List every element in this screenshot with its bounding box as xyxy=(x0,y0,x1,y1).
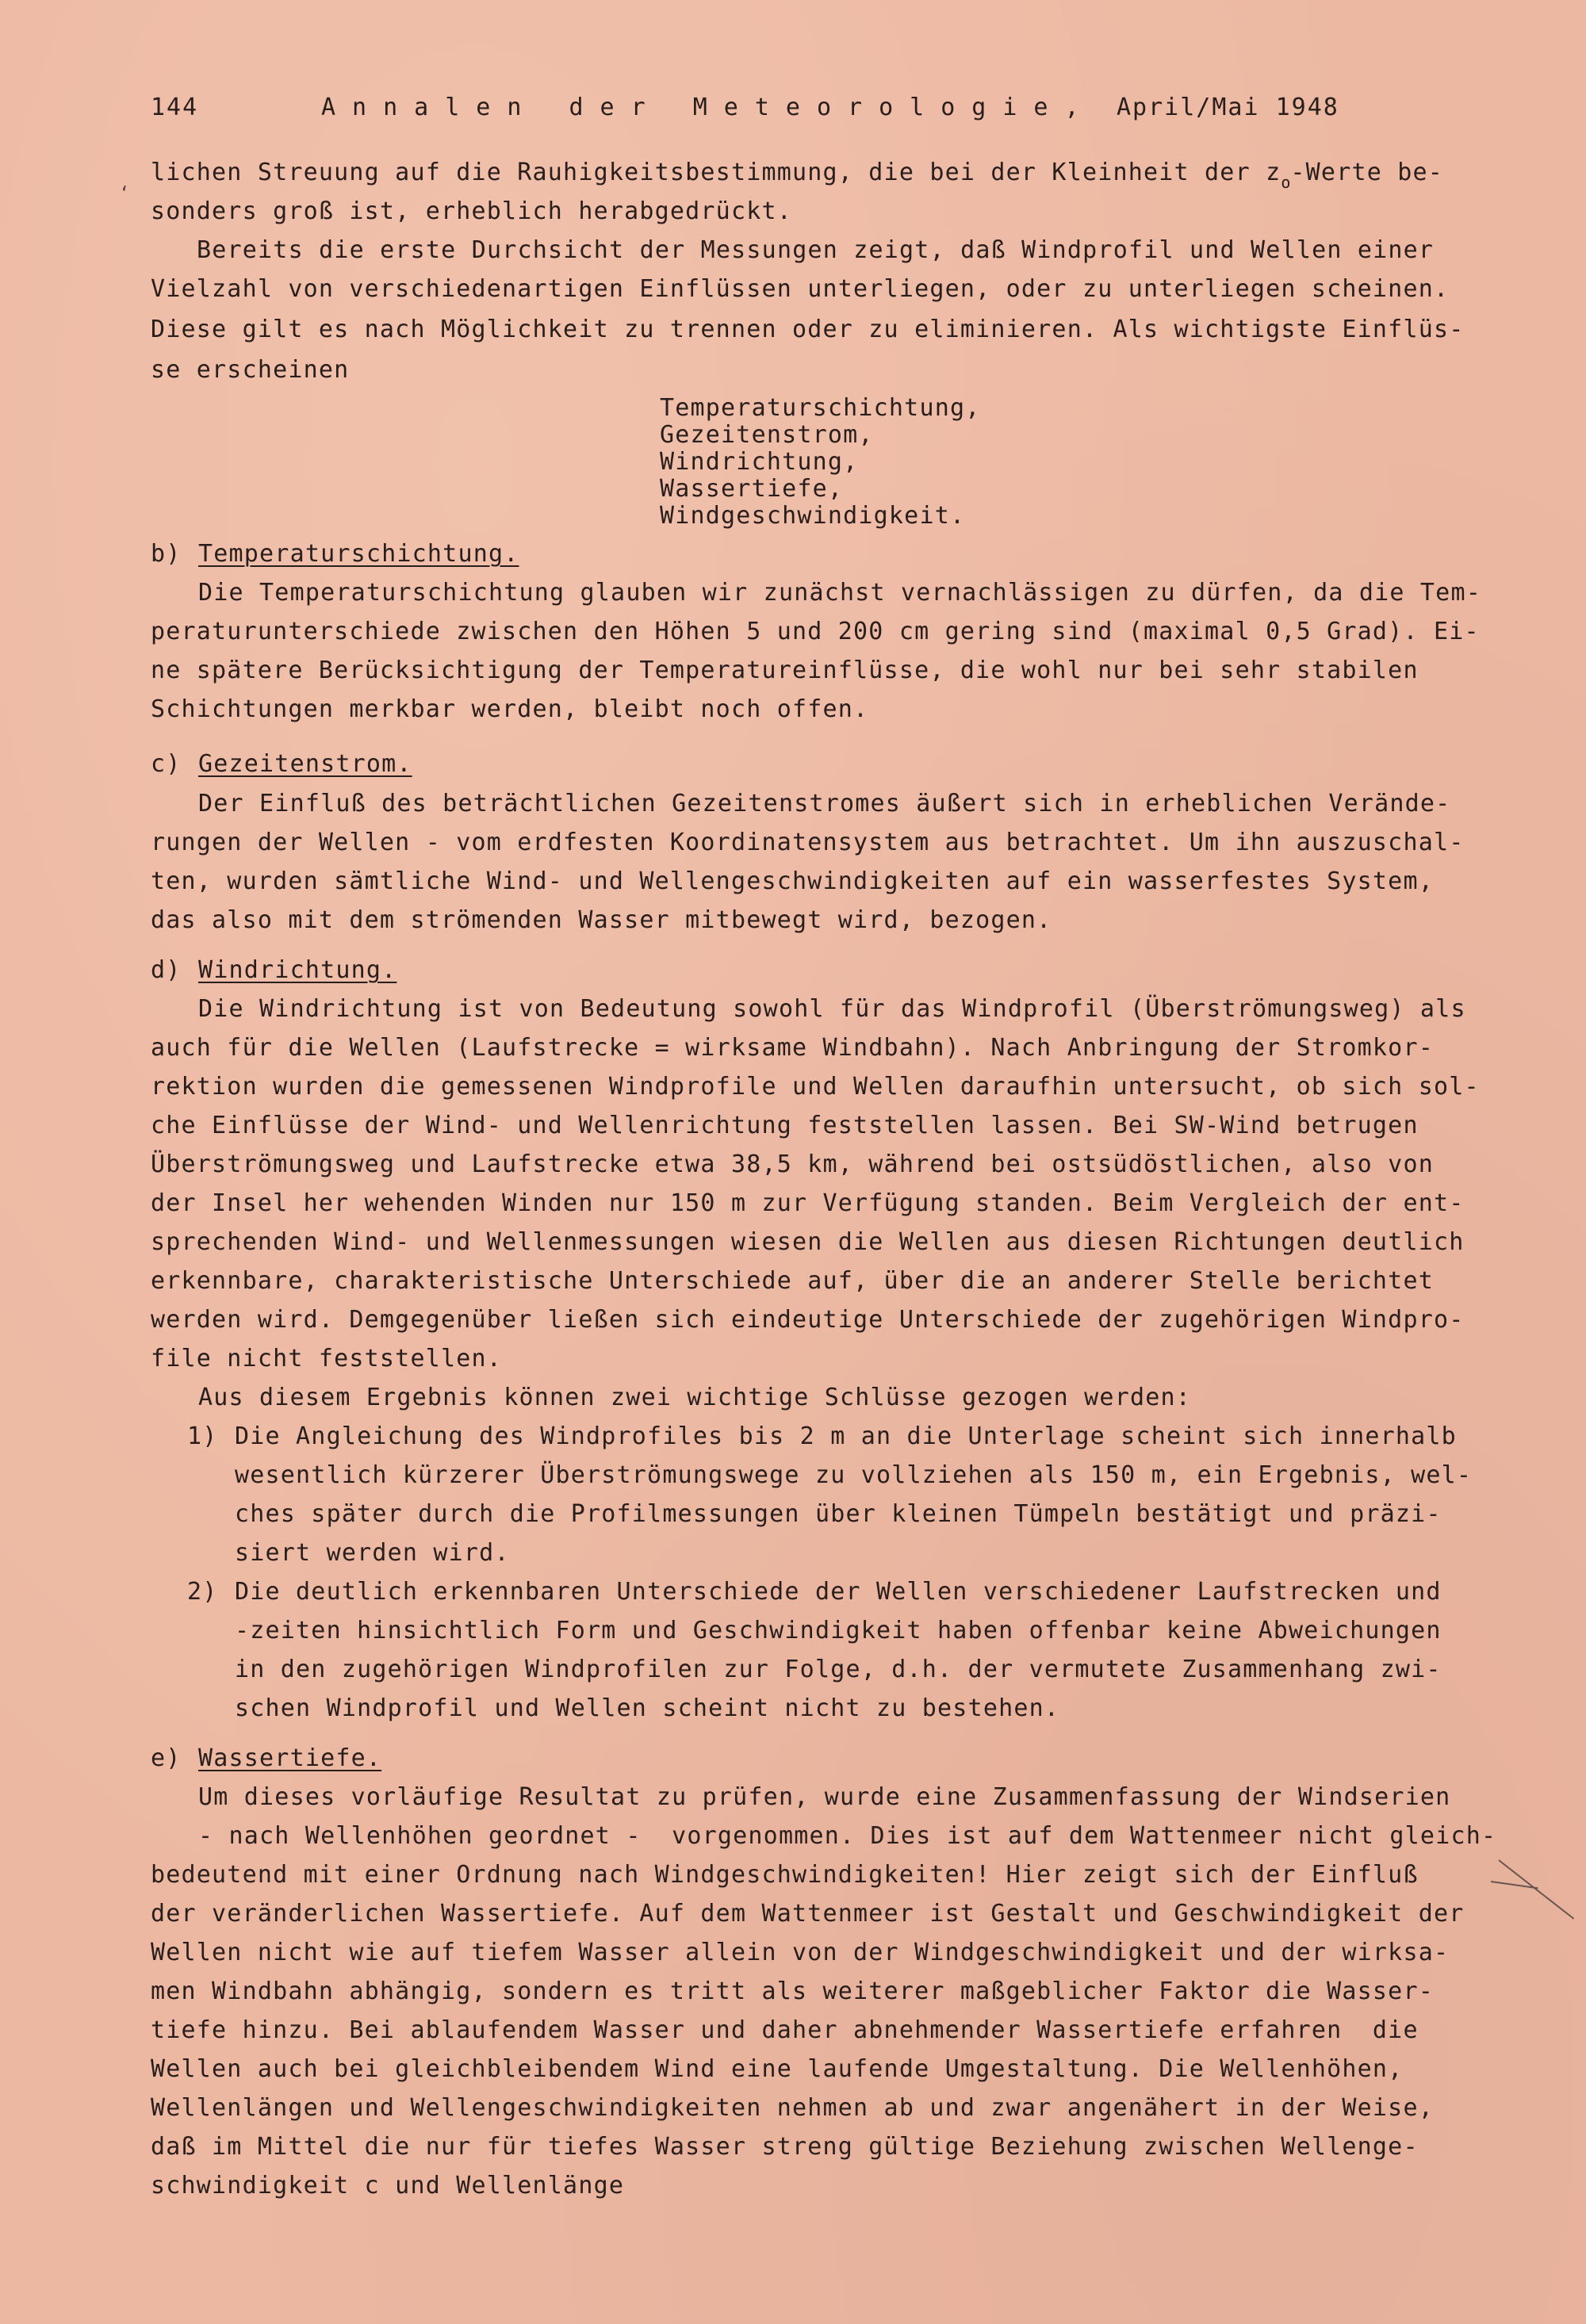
section-e-line: der veränderlichen Wassertiefe. Auf dem Wattenmeer ist Gestalt und Geschwindigkeit der xyxy=(151,1900,1465,1928)
section-d-line: werden wird. Demgegenüber ließen sich eindeutige Unterschiede der zugehörigen Windpro- xyxy=(151,1306,1465,1334)
section-e-line: Um dieses vorläufige Resultat zu prüfen, wurde eine Zusammenfassung der Windserien xyxy=(198,1783,1451,1811)
intro-line-6: se erscheinen xyxy=(151,356,350,384)
section-e-line: Wellen auch bei gleichbleibendem Wind eine laufende Umgestaltung. Die Wellenhöhen, xyxy=(151,2055,1404,2083)
conclusion-line: wesentlich kürzerer Überströmungswege zu vollziehen als 150 m, ein Ergebnis, wel- xyxy=(235,1461,1473,1489)
section-e-line: bedeutend mit einer Ordnung nach Windgeschwindigkeiten! Hier zeigt sich der Einfluß xyxy=(151,1861,1419,1889)
section-b-line: ne spätere Berücksichtigung der Temperatureinflüsse, die wohl nur bei sehr stabilen xyxy=(151,657,1419,684)
influence-item: Temperaturschichtung, xyxy=(660,394,981,422)
section-d-line: Überströmungsweg und Laufstrecke etwa 38,5 km, während bei ostsüdöstlichen, also von xyxy=(151,1151,1434,1178)
section-c-title: Gezeitenstrom. xyxy=(198,750,412,778)
section-c-line: das also mit dem strömenden Wasser mitbewegt wird, bezogen. xyxy=(151,906,1052,934)
section-e-title: Wassertiefe. xyxy=(198,1744,382,1772)
intro-line-3: Bereits die erste Durchsicht der Messungen zeigt, daß Windprofil und Wellen einer xyxy=(197,236,1435,264)
section-e-line: schwindigkeit c und Wellenlänge xyxy=(151,2172,625,2200)
section-b-line: Die Temperaturschichtung glauben wir zunächst vernachlässigen zu dürfen, da die Tem- xyxy=(198,579,1481,607)
page-number: 144 xyxy=(151,94,199,121)
section-d-line: erkennbare, charakteristische Unterschiede auf, über die an anderer Stelle berichtet xyxy=(151,1267,1434,1295)
issue-date: April/Mai 1948 xyxy=(1117,94,1339,121)
section-e-line: Wellenlängen und Wellengeschwindigkeiten nehmen ab und zwar angenähert in der Weise, xyxy=(151,2094,1434,2122)
section-d-line: che Einflüsse der Wind- und Wellenrichtung feststellen lassen. Bei SW-Wind betrugen xyxy=(151,1112,1419,1139)
section-d-line: der Insel her wehenden Winden nur 150 m zur Verfügung standen. Beim Vergleich der ent- xyxy=(151,1189,1465,1217)
section-c-line: rungen der Wellen - vom erdfesten Koordinatensystem aus betrachtet. Um ihn auszuschal- xyxy=(151,829,1465,856)
section-e-line: daß im Mittel die nur für tiefes Wasser streng gültige Beziehung zwischen Wellenge- xyxy=(151,2133,1419,2161)
conclusion-number: 1) xyxy=(187,1422,218,1450)
section-e-line: tiefe hinzu. Bei ablaufendem Wasser und daher abnehmender Wassertiefe erfahren die xyxy=(151,2016,1419,2044)
section-c-line: ten, wurden sämtliche Wind- und Wellengeschwindigkeiten auf ein wasserfestes System, xyxy=(151,867,1434,895)
conclusion-line: Die Angleichung des Windprofiles bis 2 m an die Unterlage scheint sich innerhalb xyxy=(235,1422,1457,1450)
section-d-title: Windrichtung. xyxy=(198,956,397,984)
conclusion-line: siert werden wird. xyxy=(235,1539,510,1567)
section-b-title: Temperaturschichtung. xyxy=(198,540,519,568)
section-e-line: - nach Wellenhöhen geordnet - vorgenommen. Dies ist auf dem Wattenmeer nicht gleich- xyxy=(198,1822,1497,1850)
section-d-line: rektion wurden die gemessenen Windprofile und Wellen daraufhin untersucht, ob sich sol- xyxy=(151,1073,1480,1101)
influence-item: Windrichtung, xyxy=(660,448,859,476)
section-b-line: Schichtungen merkbar werden, bleibt noch offen. xyxy=(151,695,869,723)
intro-line-1: lichen Streuung auf die Rauhigkeitsbestimmung, die bei der Kleinheit der $z_o$-Werte be- xyxy=(151,159,1444,192)
conclusion-line: in den zugehörigen Windprofilen zur Folge, d.h. der vermutete Zusammenhang zwi- xyxy=(235,1656,1442,1683)
section-e-line: men Windbahn abhängig, sondern es tritt als weiterer maßgeblicher Faktor die Wasser- xyxy=(151,1978,1434,2005)
section-b-line: peraturunterschiede zwischen den Höhen 5 und 200 cm gering sind (maximal 0,5 Grad). Ei- xyxy=(151,618,1480,645)
section-d-line: file nicht feststellen. xyxy=(151,1345,503,1373)
pencil-stroke xyxy=(1498,1859,1574,1919)
conclusion-number: 2) xyxy=(187,1578,218,1606)
section-d-label: d) xyxy=(151,956,182,984)
section-c-line: Der Einfluß des beträchtlichen Gezeitenstromes äußert sich in erheblichen Verände- xyxy=(198,790,1451,817)
influence-item: Gezeitenstrom, xyxy=(660,421,874,449)
section-d-line: sprechenden Wind- und Wellenmessungen wiesen die Wellen aus diesen Richtungen deutlich xyxy=(151,1228,1465,1256)
intro-line-2: sonders groß ist, erheblich herabgedrückt. xyxy=(151,197,792,225)
intro-line-5: Diese gilt es nach Möglichkeit zu trennen oder zu eliminieren. Als wichtigste Einflüs- xyxy=(151,316,1465,343)
influence-item: Wassertiefe, xyxy=(660,475,844,503)
conclusion-line: schen Windprofil und Wellen scheint nicht zu bestehen. xyxy=(235,1694,1060,1722)
section-d-line: Die Windrichtung ist von Bedeutung sowohl für das Windprofil (Überströmungsweg) als xyxy=(198,995,1466,1023)
influence-item: Windgeschwindigkeit. xyxy=(660,502,966,530)
section-e-line: Wellen nicht wie auf tiefem Wasser allein von der Windgeschwindigkeit und der wirksa- xyxy=(151,1939,1450,1966)
conclusion-line: -zeiten hinsichtlich Form und Geschwindigkeit haben offenbar keine Abweichungen xyxy=(235,1617,1442,1644)
conclusion-line: ches später durch die Profilmessungen über kleinen Tümpeln bestätigt und präzi- xyxy=(235,1500,1442,1528)
section-b-label: b) xyxy=(151,540,182,568)
conclusion-line: Die deutlich erkennbaren Unterschiede der Wellen verschiedener Laufstrecken und xyxy=(235,1578,1442,1606)
margin-tick-mark: ‘ xyxy=(119,184,130,204)
section-d-line: auch für die Wellen (Laufstrecke = wirksame Windbahn). Nach Anbringung der Stromkor- xyxy=(151,1034,1434,1062)
section-c-label: c) xyxy=(151,750,182,778)
intro-line-4: Vielzahl von verschiedenartigen Einflüssen unterliegen, oder zu unterliegen scheinen. xyxy=(151,275,1450,303)
journal-title: Annalen der Meteorologie, xyxy=(321,94,1096,121)
conclusion-intro: Aus diesem Ergebnis können zwei wichtige Schlüsse gezogen werden: xyxy=(198,1384,1191,1411)
section-e-label: e) xyxy=(151,1744,182,1772)
